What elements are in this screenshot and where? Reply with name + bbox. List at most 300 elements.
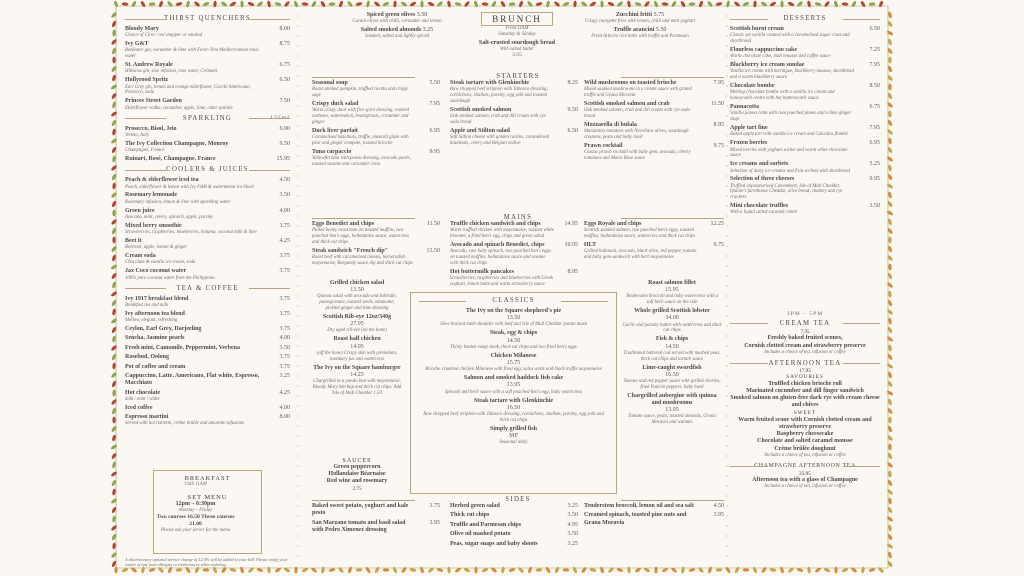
divider-dot	[297, 145, 298, 146]
item-title: Roast half chicken	[333, 336, 381, 343]
leaf-icon	[112, 182, 116, 189]
leaf-icon	[221, 566, 228, 573]
item-name	[730, 125, 880, 132]
mains-right	[584, 221, 724, 263]
divider-dot	[297, 495, 298, 496]
item-desc: Warm truffled chicken with mayonnaise, toasted white bloomer, a fried hen's egg, chips and green salad	[450, 228, 554, 239]
leaf-icon	[111, 38, 118, 45]
divider-dot	[726, 255, 727, 256]
item-price: 9.50	[279, 140, 290, 147]
leaf-icon	[294, 567, 297, 574]
leaf-icon	[112, 237, 115, 244]
divider-dot	[297, 195, 298, 196]
sauces-block	[312, 458, 402, 492]
nibble-item	[457, 40, 577, 59]
divider-dot	[297, 335, 298, 336]
item-price: 8.75	[279, 41, 290, 48]
divider-dot	[726, 315, 727, 316]
leaf-icon	[680, 0, 686, 7]
item-title: Peas, sugar snaps and baby shoots	[450, 540, 538, 547]
nibble-desc: Gordal olives with chilli, coriander and lemon	[352, 19, 442, 25]
item-title: Crispy duck salad	[312, 100, 359, 107]
nibble-price: 3.25	[422, 27, 434, 34]
leaf-icon	[887, 560, 894, 567]
item-name	[125, 253, 290, 260]
menu-item	[312, 336, 402, 362]
item-price: 7.95	[429, 100, 440, 107]
item-price: 9.75	[713, 241, 724, 248]
divider-dot	[297, 135, 298, 136]
coolers-header: COOLERS & JUICES	[125, 165, 290, 174]
leaf-icon	[888, 371, 893, 378]
nibble-name: Salt-crusted sourdough bread	[478, 39, 556, 46]
divider-dot	[726, 485, 727, 486]
item-desc: Warm crispy duck with five spice dressing, roasted cashews, watermelon, beansprouts, coriander and ginger	[312, 108, 409, 125]
menu-item	[450, 80, 578, 105]
item-name	[622, 393, 722, 415]
item-name	[312, 101, 440, 108]
menu-item	[312, 365, 402, 397]
item-name	[730, 104, 880, 111]
leaf-icon	[671, 0, 677, 7]
item-price: 3.75	[279, 253, 290, 260]
item-price: 6.95	[429, 127, 440, 134]
divider-dot	[726, 215, 727, 216]
divider-dot	[297, 65, 298, 66]
leaf-icon	[110, 11, 117, 18]
nibble-price: 5.75	[653, 12, 665, 18]
divider-dot	[297, 125, 298, 126]
menu-item	[125, 192, 290, 205]
leaf-icon	[887, 47, 894, 54]
item-name	[312, 149, 440, 156]
leaf-icon	[725, 566, 731, 573]
divider-dot	[726, 385, 727, 386]
leaf-icon	[328, 2, 335, 6]
menu-item	[312, 314, 402, 334]
leaf-icon	[247, 567, 254, 574]
item-desc: Brioche crumbed chicken Milanese with fried egg, salsa verde and black truffle mayonnaise	[425, 367, 602, 373]
item-name	[125, 62, 290, 69]
leaf-icon	[888, 57, 891, 64]
menu-item	[450, 503, 578, 510]
leaf-icon	[508, 2, 515, 6]
menu-item	[584, 143, 724, 162]
item-name	[312, 365, 402, 379]
leaf-icon	[111, 65, 118, 72]
item-desc: Marzanino tomatoes with Nocellara olives, sourdough croutons, pesto and baby basil	[584, 129, 689, 140]
leaf-icon	[807, 0, 812, 7]
leaf-icon	[310, 567, 317, 574]
leaf-icon	[112, 155, 116, 162]
item-title: Steak sandwich "French dip"	[312, 247, 389, 254]
item-desc: Seasonal daily	[499, 440, 528, 446]
item-name	[584, 80, 724, 87]
divider-dot	[726, 195, 727, 196]
item-name	[584, 221, 724, 228]
leaf-icon	[321, 566, 325, 573]
leaf-icon	[110, 444, 117, 450]
tea-header: TEA & COFFEE	[125, 284, 290, 293]
leaf-icon	[112, 362, 116, 369]
leaf-icon	[707, 0, 714, 7]
menu-item	[730, 47, 880, 60]
item-name	[125, 98, 290, 105]
nibble-desc: With salted butter	[499, 46, 535, 52]
champagne-note: Includes a choice of tea, infusion or coffee	[764, 484, 846, 490]
divider-dot	[297, 45, 298, 46]
item-title: Sencha, Jasmine pearls	[125, 335, 185, 342]
menu-item	[421, 398, 606, 424]
leaf-icon	[616, 1, 623, 8]
classics-list	[411, 308, 616, 446]
leaf-icon	[780, 566, 785, 573]
item-name	[730, 161, 880, 168]
leaf-icon	[131, 0, 137, 7]
leaf-icon	[110, 525, 117, 532]
divider-dot	[726, 335, 727, 336]
divider-dot	[297, 315, 298, 316]
item-price: 5.50	[429, 80, 440, 86]
leaf-icon	[887, 434, 894, 441]
divider-dot	[726, 455, 727, 456]
leaf-icon	[886, 156, 893, 163]
item-desc: With a liquid salted caramel centre	[730, 210, 798, 216]
leaf-icon	[110, 471, 117, 478]
leaf-icon	[886, 129, 893, 136]
menu-item	[450, 221, 578, 240]
item-price: 6.00	[279, 125, 290, 132]
item-title: Truffle chicken sandwich and chips	[450, 221, 541, 227]
leaf-icon	[670, 567, 677, 574]
item-title: Scottish Rib-eye 12oz/340g	[322, 313, 392, 320]
item-name	[450, 503, 578, 510]
nibble-item	[580, 27, 700, 40]
classics-box	[410, 292, 617, 494]
item-title: Prawn cocktail	[584, 142, 623, 149]
item-name	[312, 128, 440, 135]
item-name	[730, 203, 880, 210]
leaf-icon	[110, 498, 117, 505]
divider-dot	[726, 355, 727, 356]
menu-item	[584, 101, 724, 120]
item-price: 9.95	[429, 148, 440, 155]
divider-dot	[297, 395, 298, 396]
creamtea-line2: Cornish clotted cream and strawberry preserve	[744, 342, 866, 349]
leaf-icon	[796, 1, 803, 8]
item-price: 11.50	[710, 100, 724, 107]
divider-dot	[297, 245, 298, 246]
menu-item	[125, 238, 290, 251]
item-price: 13.50	[506, 315, 521, 322]
item-name	[125, 373, 290, 387]
leaf-icon	[878, 566, 885, 573]
divider-dot	[297, 115, 298, 116]
divider-dot	[297, 155, 298, 156]
leaf-icon	[158, 0, 164, 8]
item-title: Chicken Milanese	[490, 352, 537, 359]
brunch-frame	[481, 12, 553, 26]
item-desc: Baked apple tart with vanilla ice cream and Calvados flambé	[730, 132, 848, 138]
leaf-icon	[535, 568, 542, 572]
divider-dot	[726, 535, 727, 536]
nibble-price: 3.95	[512, 51, 522, 58]
item-price: 3.95	[713, 512, 724, 519]
item-title: Ivy G&T	[125, 41, 149, 48]
menu-item	[312, 149, 440, 168]
leaf-icon	[274, 2, 281, 7]
divider-dot	[297, 55, 298, 56]
item-title: Ivy 1917 breakfast blend	[125, 295, 189, 302]
item-price: 8.50	[869, 83, 880, 90]
leaf-icon	[112, 30, 116, 37]
item-name	[125, 238, 290, 245]
divider-dot	[297, 515, 298, 516]
item-price: 3.75	[279, 295, 290, 302]
thirst-list	[125, 26, 290, 111]
leaf-icon	[500, 0, 506, 7]
item-price: 14.95	[350, 343, 364, 350]
item-title: Steak tartare with Glenkinchie	[473, 397, 554, 404]
menu-item	[421, 375, 606, 395]
leaf-icon	[112, 101, 117, 108]
leaf-icon	[110, 138, 117, 145]
item-price: 8.00	[279, 414, 290, 421]
item-title: Lime-caught swordfish	[642, 364, 702, 371]
leaf-icon	[634, 2, 641, 7]
leaf-icon	[347, 566, 352, 573]
menu-item	[421, 330, 606, 350]
leaf-icon	[886, 390, 893, 396]
item-name	[125, 390, 290, 397]
item-desc: Oak smoked salmon, crab and dill cream with rye soda bread	[584, 108, 690, 119]
item-price: 6.50	[567, 127, 578, 134]
menu-item	[421, 426, 606, 446]
divider-dot	[726, 165, 727, 166]
item-title: Olive oil mashed potato	[450, 531, 511, 538]
leaf-icon	[886, 281, 893, 288]
item-title: Chargrilled aubergine with quinoa and mushrooms	[627, 392, 717, 406]
item-desc: Beefeater gin, cucumber & lime with Fever-Tree Mediterranean tonic water	[125, 48, 259, 60]
leaf-icon	[338, 0, 344, 8]
leaf-icon	[886, 101, 893, 108]
afternoon-price: 17.95	[799, 367, 811, 374]
leaf-icon	[111, 245, 118, 252]
mains-mid	[450, 221, 578, 290]
menu-item	[730, 62, 880, 81]
item-price: 16.50	[665, 371, 679, 378]
item-price: 3.50	[869, 203, 880, 210]
divider-dot	[297, 25, 298, 26]
item-title: The Ivy Collection Champagne, Monroy	[125, 140, 229, 147]
item-title: Chocolate bombe	[730, 83, 775, 90]
creamtea-line1: Freshly baked fruited scones,	[767, 335, 843, 342]
leaf-icon	[420, 566, 425, 573]
item-title: Hot chocolate	[125, 389, 161, 396]
setmenu-prices: Two courses 16.50 Three courses 21.00	[156, 513, 235, 527]
item-name	[450, 512, 578, 519]
item-name	[622, 336, 722, 350]
divider-dot	[297, 275, 298, 276]
item-title: Creamed spinach, toasted pine nuts and Grana Moravia	[584, 512, 687, 526]
item-price: 3.25	[567, 540, 578, 547]
divider-dot	[297, 225, 298, 226]
item-desc: Classic prawn cocktail with baby gem, avocado, cherry tomatoes and Marie Rose sauce	[584, 150, 691, 161]
creamtea-note: Includes a choice of tea, infusion or coffee	[764, 349, 846, 355]
leaf-icon	[780, 0, 784, 7]
menu-item	[450, 531, 578, 538]
divider-dot	[297, 425, 298, 426]
leaf-icon	[110, 318, 117, 325]
leaf-icon	[490, 567, 497, 574]
item-price: 14.95	[564, 221, 578, 227]
leaf-icon	[886, 516, 893, 523]
menu-item	[125, 335, 290, 342]
leaf-icon	[110, 551, 117, 558]
classics-header: CLASSICS	[419, 296, 608, 305]
divider-dot	[297, 355, 298, 356]
leaf-icon	[175, 2, 182, 7]
divider-dot	[726, 125, 727, 126]
food-column	[312, 12, 724, 562]
item-desc: Vanilla panna cotta with rum poached plums and a lime ginger snap	[730, 111, 852, 123]
item-desc: Breakfast tea and milk	[125, 302, 169, 308]
item-title: Wild mushrooms on toasted brioche	[584, 80, 677, 86]
divider-dot	[297, 185, 298, 186]
item-desc: milk / mint / white	[125, 396, 160, 402]
item-name	[622, 365, 722, 379]
item-name	[421, 353, 606, 367]
item-title: Tuna carpaccio	[312, 148, 352, 155]
brunch-line2: Saturday & Sunday	[498, 31, 536, 37]
item-name	[584, 242, 724, 249]
champagne-title: CHAMPAGNE AFTERNOON TEA	[730, 462, 880, 471]
leaf-icon	[301, 2, 308, 6]
item-name	[312, 520, 440, 534]
item-price: 3.75	[429, 503, 440, 509]
item-price: 9.75	[713, 142, 724, 149]
leaf-icon	[112, 281, 117, 288]
nibble-item	[342, 12, 452, 25]
champagne-price: 25.95	[799, 470, 811, 477]
leaf-icon	[886, 461, 893, 468]
coolers-list	[125, 177, 290, 281]
menu-item	[584, 242, 724, 261]
leaf-icon	[888, 191, 893, 198]
menu-item	[730, 176, 880, 201]
leaf-icon	[409, 568, 416, 572]
item-name	[450, 107, 578, 114]
leaf-icon	[887, 407, 894, 414]
sweet-item: Crème brûlée doughnut	[774, 445, 836, 452]
item-name	[125, 41, 290, 48]
divider-dot	[297, 75, 298, 76]
item-price: 6.95	[869, 140, 880, 147]
leaf-icon	[320, 0, 326, 7]
leaf-icon	[111, 425, 118, 432]
item-title: Hollyrood Spritz	[125, 77, 169, 84]
divider-dot	[726, 505, 727, 506]
divider-dot	[726, 65, 727, 66]
menu-item	[312, 503, 440, 517]
menu-item	[730, 140, 880, 159]
item-title: The Ivy on the Square shepherd's pie	[465, 308, 562, 314]
menu-item	[125, 223, 290, 236]
leaf-icon	[851, 0, 857, 7]
leaf-icon	[886, 210, 893, 216]
sweet-title: SWEET	[793, 410, 817, 417]
divider-dot	[297, 255, 298, 256]
leaf-icon	[698, 566, 705, 573]
item-title: Scottish burnt cream	[730, 26, 784, 32]
item-price: 6.75	[279, 62, 290, 69]
menu-item	[450, 512, 578, 519]
item-title: Mozzarella di bufala	[584, 121, 637, 128]
starters-header: STARTERS	[312, 72, 724, 81]
item-desc: Vanilla ice cream with meringue, blackberry mousse, shortbread and a warm blackberry sauce	[730, 69, 854, 81]
item-title: Eggs Royale and chips	[584, 221, 642, 227]
leaf-icon	[589, 568, 596, 572]
item-name	[125, 296, 290, 303]
leaf-icon	[213, 0, 217, 7]
setmenu-note: Please ask your server for the menu	[160, 528, 230, 534]
item-price: 3.50	[279, 344, 290, 351]
leaf-icon	[841, 2, 848, 6]
item-desc: Strawberries, raspberries and blueberries with Greek yoghurt, lemon balm and warm strawberry sauce	[450, 275, 553, 287]
item-price: 8.95	[567, 268, 578, 275]
leaf-icon	[834, 567, 837, 574]
leaf-icon	[365, 566, 371, 573]
item-title: Eggs Benedict and chips	[312, 221, 375, 227]
leaf-icon	[185, 566, 191, 573]
desserts-list	[730, 26, 880, 216]
sauce-line: Green peppercorn	[333, 464, 381, 470]
divider-dot	[726, 35, 727, 36]
item-name	[125, 77, 290, 84]
divider-dot	[726, 45, 727, 46]
nibble-desc: Fried Arborio rice balls with truffle and Parmesan	[591, 34, 689, 40]
item-price: 7.50	[279, 98, 290, 105]
leaf-icon	[607, 567, 614, 574]
leaf-icon	[112, 335, 116, 342]
sauces-title: SAUCES	[342, 458, 372, 464]
item-name	[730, 62, 880, 69]
item-title: Scottish smoked salmon and crab	[584, 100, 670, 107]
divider-dot	[297, 285, 298, 286]
menu-item	[125, 253, 290, 266]
leaf-icon	[110, 84, 117, 90]
item-title: Fresh mint, Camomile, Peppermint, Verbena	[125, 344, 241, 351]
item-price: 3.95	[429, 519, 440, 526]
menu-item	[125, 77, 290, 96]
item-name	[450, 541, 578, 548]
item-desc: Chargrilled in a potato bun with mayonnaise, Bloody Mary ketchup and thick cut chips. Add Isle of Mull Cheddar 1.50	[312, 378, 402, 396]
item-name	[450, 522, 578, 529]
leaf-icon	[256, 1, 263, 8]
item-price: 13.95	[506, 382, 521, 389]
item-name	[450, 531, 578, 538]
item-title: Prosecco, Bisol, Jeio	[125, 125, 177, 132]
tea-list	[125, 296, 290, 428]
item-name	[125, 141, 290, 148]
divider-dot	[726, 75, 727, 76]
leaf-icon	[733, 1, 740, 8]
item-desc: Roast smoked pumpkin, truffled ricotta and crispy sage	[312, 87, 409, 98]
sparkling-unit: 125ml	[269, 114, 290, 121]
item-title: Truffle and Parmesan chips	[450, 521, 522, 528]
divider-dot	[726, 55, 727, 56]
divider-dot	[297, 505, 298, 506]
